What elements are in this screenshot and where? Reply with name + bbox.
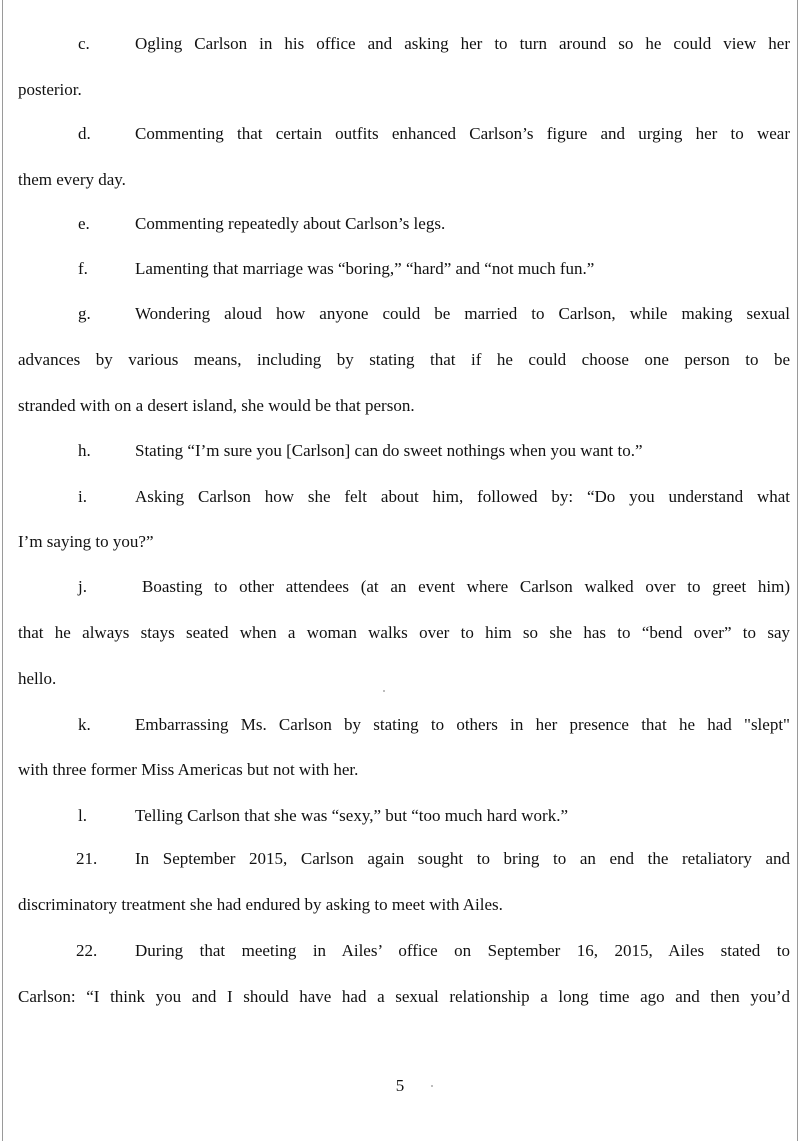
list-marker: c. bbox=[78, 34, 90, 53]
list-item-continuation: that he always stays seated when a woman walks over to him so she has to “bend over” to say bbox=[18, 623, 790, 642]
list-item-text: Commenting that certain outfits enhanced Carlson’s figure and urging her to wear bbox=[135, 124, 790, 143]
list-marker: g. bbox=[78, 304, 91, 323]
list-item-continuation: advances by various means, including by stating that if he could choose one person to be bbox=[18, 350, 790, 369]
list-item-continuation: hello. bbox=[18, 669, 57, 688]
list-marker: f. bbox=[78, 259, 88, 278]
list-item-text: Wondering aloud how anyone could be married to Carlson, while making sexual bbox=[135, 304, 790, 323]
scan-speck bbox=[383, 690, 385, 692]
list-item-text: Lamenting that marriage was “boring,” “hard” and “not much fun.” bbox=[135, 259, 595, 278]
paragraph-number: 21. bbox=[76, 849, 98, 868]
list-item-text: Telling Carlson that she was “sexy,” but “too much hard work.” bbox=[135, 806, 568, 825]
list-marker: i. bbox=[78, 487, 87, 506]
list-item-text: Boasting to other attendees (at an event where Carlson walked over to greet him) bbox=[142, 577, 790, 596]
scan-edge-right bbox=[797, 0, 798, 1141]
list-item-text: Commenting repeatedly about Carlson’s legs. bbox=[135, 214, 446, 233]
list-item-text: Embarrassing Ms. Carlson by stating to others in her presence that he had "slept" bbox=[135, 715, 790, 734]
list-marker: k. bbox=[78, 715, 91, 734]
paragraph-number: 22. bbox=[76, 941, 98, 960]
list-item-text: Stating “I’m sure you [Carlson] can do sweet nothings when you want to.” bbox=[135, 441, 643, 460]
paragraph-continuation: discriminatory treatment she had endured by asking to meet with Ailes. bbox=[18, 895, 503, 914]
list-item-continuation: I’m saying to you?” bbox=[18, 532, 154, 551]
paragraph-continuation: Carlson: “I think you and I should have had a sexual relationship a long time ago and then you’d bbox=[18, 987, 790, 1006]
list-item-continuation: stranded with on a desert island, she would be that person. bbox=[18, 396, 415, 415]
page-number: 5 bbox=[395, 1076, 405, 1095]
list-item-continuation: with three former Miss Americas but not with her. bbox=[18, 760, 359, 779]
list-item-continuation: posterior. bbox=[18, 80, 82, 99]
list-item-continuation: them every day. bbox=[18, 170, 126, 189]
list-marker: d. bbox=[78, 124, 91, 143]
list-marker: j. bbox=[78, 577, 87, 596]
list-marker: h. bbox=[78, 441, 91, 460]
list-marker: e. bbox=[78, 214, 90, 233]
list-item-text: Asking Carlson how she felt about him, followed by: “Do you understand what bbox=[135, 487, 790, 506]
paragraph-text: During that meeting in Ailes’ office on September 16, 2015, Ailes stated to bbox=[135, 941, 790, 960]
list-marker: l. bbox=[78, 806, 87, 825]
paragraph-text: In September 2015, Carlson again sought to bring to an end the retaliatory and bbox=[135, 849, 790, 868]
scan-edge-left bbox=[2, 0, 3, 1141]
list-item-text: Ogling Carlson in his office and asking her to turn around so he could view her bbox=[135, 34, 790, 53]
